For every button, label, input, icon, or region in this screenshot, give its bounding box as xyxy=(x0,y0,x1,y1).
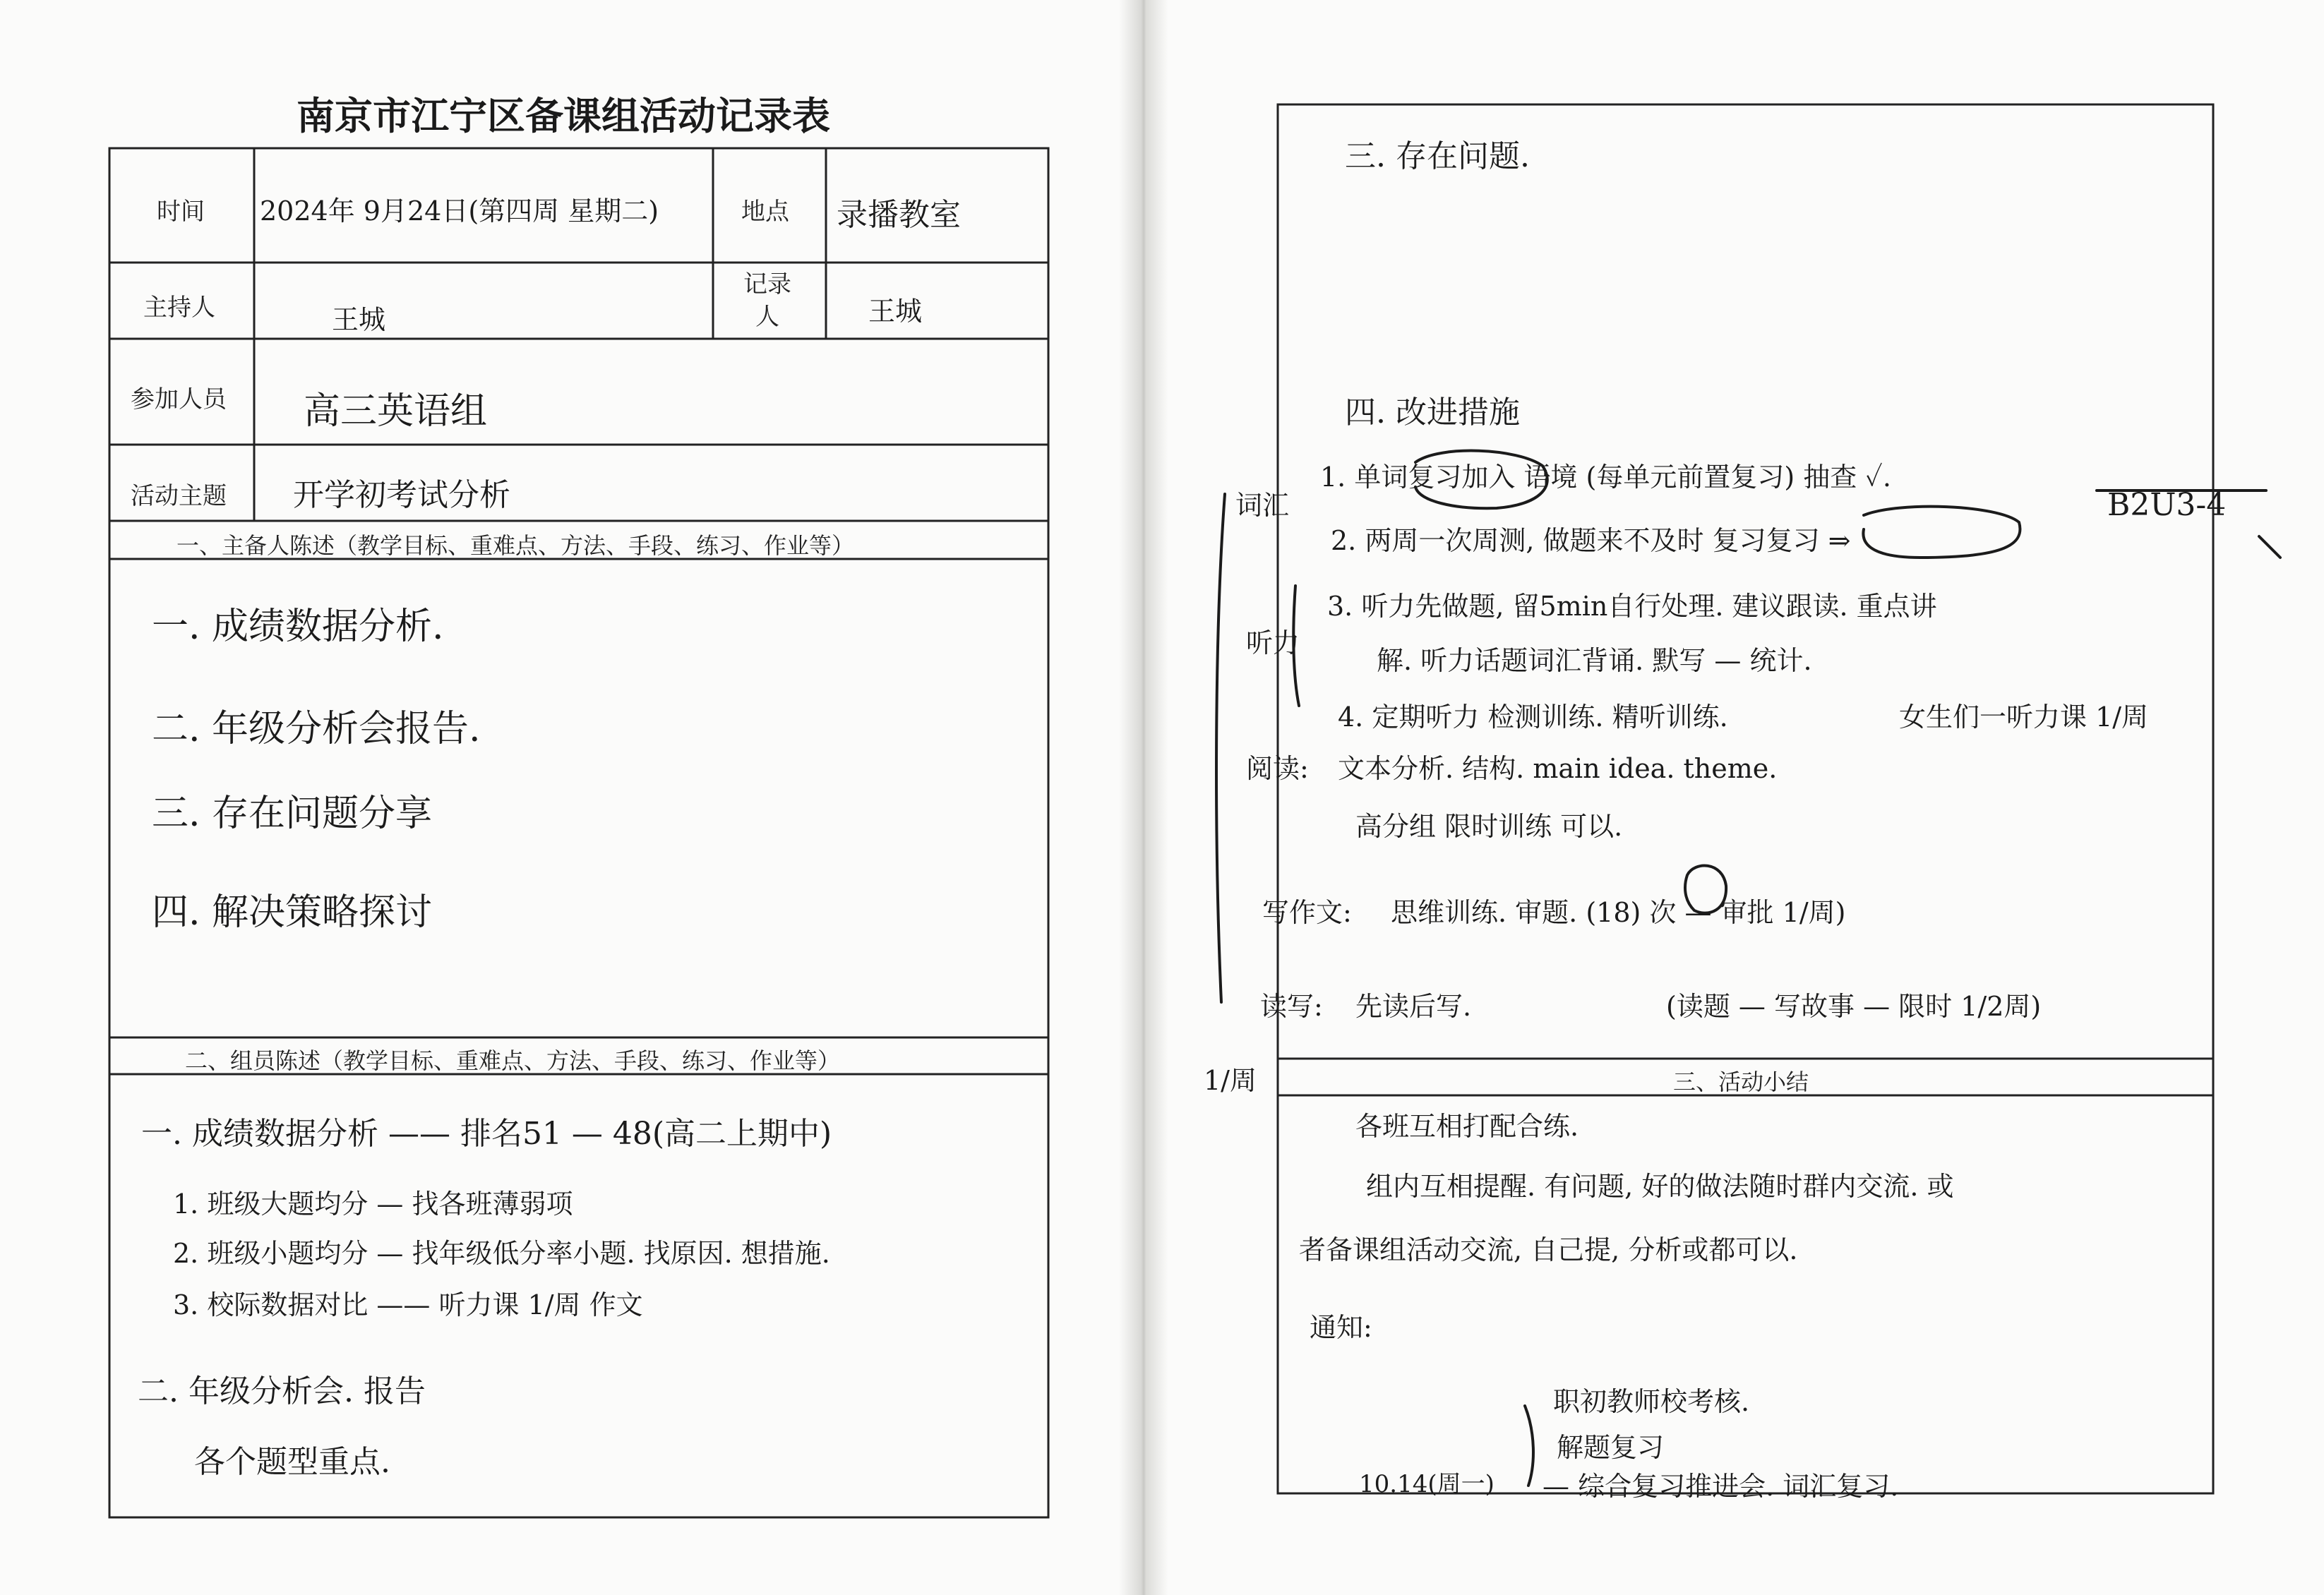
member-point-2-detail: 各个题型重点. xyxy=(194,1444,390,1480)
measure-4-note: 女生们一听力课 1/周 xyxy=(1899,702,2149,733)
measure-4: 4. 定期听力 检测训练. 精听训练. xyxy=(1338,702,1728,733)
section-three-heading: 三、活动小结 xyxy=(1673,1069,1809,1095)
label-host: 主持人 xyxy=(143,294,215,321)
margin-vocab: 词汇 xyxy=(1235,490,1290,521)
notice-label: 通知: xyxy=(1310,1312,1372,1343)
notice-line-2: 解题复习 xyxy=(1557,1432,1665,1463)
notice-date: 10.14(周一) xyxy=(1359,1470,1495,1498)
member-sub-3: 3. 校际数据对比 —— 听力课 1/周 作文 xyxy=(173,1289,643,1320)
theme-value: 开学初考试分析 xyxy=(293,477,510,513)
label-participants: 参加人员 xyxy=(131,386,227,413)
problems-heading: 三. 存在问题. xyxy=(1345,138,1530,174)
summary-line-3: 者备课组活动交流, 自己提, 分析或都可以. xyxy=(1299,1234,1798,1265)
label-recorder: 记录人 xyxy=(743,271,791,330)
reading-line-2: 高分组 限时训练 可以. xyxy=(1355,811,1623,842)
time-value: 2024年 9月24日(第四周 星期二) xyxy=(260,195,659,227)
host-point-4: 四. 解决策略探讨 xyxy=(152,891,433,934)
host-point-2: 二. 年级分析会报告. xyxy=(152,708,481,750)
place-value: 录播教室 xyxy=(837,197,961,233)
recorder-value: 王城 xyxy=(868,296,923,327)
notice-line-3: — 综合复习推进会. 词汇复习. xyxy=(1543,1471,1899,1502)
writing-line: 思维训练. 审题. (18) 次 — 审批 1/周) xyxy=(1391,897,1846,928)
measure-3: 3. 听力先做题, 留5min自行处理. 建议跟读. 重点讲 xyxy=(1327,591,1937,622)
member-sub-1: 1. 班级大题均分 — 找各班薄弱项 xyxy=(173,1188,573,1220)
host-value: 王城 xyxy=(332,304,386,335)
host-point-3: 三. 存在问题分享 xyxy=(152,793,433,835)
measure-3-cont: 解. 听力话题词汇背诵. 默写 — 统计. xyxy=(1377,645,1812,676)
review-line: 先读后写. xyxy=(1355,991,1472,1022)
margin-review: 读写: xyxy=(1260,991,1323,1022)
member-point-2: 二. 年级分析会. 报告 xyxy=(138,1373,426,1409)
section-one-heading: 一、主备人陈述（教学目标、重难点、方法、手段、练习、作业等） xyxy=(176,533,855,558)
notice-line-1: 职初教师校考核. xyxy=(1553,1386,1750,1417)
margin-week: 1/周 xyxy=(1204,1065,1257,1096)
measure-2: 2. 两周一次周测, 做题来不及时 复习复习 ⇒ xyxy=(1331,525,1851,556)
section-two-heading: 二、组员陈述（教学目标、重难点、方法、手段、练习、作业等） xyxy=(185,1048,841,1073)
label-time: 时间 xyxy=(157,198,205,225)
margin-reading: 阅读: xyxy=(1246,753,1309,784)
participants-value: 高三英语组 xyxy=(304,390,488,433)
review-line-detail: (读题 — 写故事 — 限时 1/2周) xyxy=(1666,991,2042,1022)
margin-writing: 写作文: xyxy=(1262,897,1352,928)
host-point-1: 一. 成绩数据分析. xyxy=(152,606,444,648)
form-title: 南京市江宁区备课组活动记录表 xyxy=(297,95,830,138)
label-place: 地点 xyxy=(741,198,789,225)
label-theme: 活动主题 xyxy=(131,483,227,510)
member-point-1: 一. 成绩数据分析 —— 排名51 — 48(高二上期中) xyxy=(141,1116,832,1152)
summary-line-2: 组内互相提醒. 有问题, 好的做法随时群内交流. 或 xyxy=(1366,1171,1954,1202)
measure-1-unit: B2U3-4 xyxy=(2107,487,2227,523)
margin-listening: 听力 xyxy=(1246,627,1300,658)
member-sub-2: 2. 班级小题均分 — 找年级低分率小题. 找原因. 想措施. xyxy=(173,1238,830,1269)
reading-line-1: 文本分析. 结构. main idea. theme. xyxy=(1338,753,1778,784)
measure-1: 1. 单词复习加入 语境 (每单元前置复习) 抽查 ✓. xyxy=(1320,462,1891,493)
measures-heading: 四. 改进措施 xyxy=(1345,395,1520,431)
summary-line-1: 各班互相打配合练. xyxy=(1355,1111,1579,1142)
